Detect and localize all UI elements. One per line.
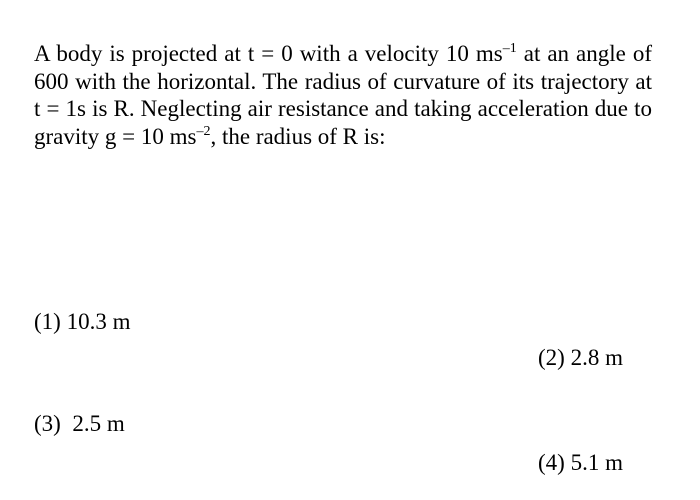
option-3[interactable]: (3) 2.5 m <box>34 411 125 436</box>
unit-exponent-velocity: –1 <box>502 41 517 56</box>
option-1[interactable]: (1) 10.3 m <box>34 309 131 334</box>
question-text <box>34 40 652 150</box>
question-segment-3: , the radius of R is: <box>210 123 386 149</box>
unit-exponent-gravity: –2 <box>196 123 211 139</box>
question-segment-2: at an angle of 600 with the horizontal. The radius of curvature of its trajectory at t = 1s is R. Neglecting air resistance and taking acceleration due to gravity g = 10 ms <box>34 41 653 149</box>
option-4[interactable]: (4) 5.1 m <box>538 450 623 475</box>
question-segment-1: A body is projected at t = 0 with a velocity 10 ms <box>34 41 503 66</box>
option-2[interactable]: (2) 2.8 m <box>538 345 623 370</box>
